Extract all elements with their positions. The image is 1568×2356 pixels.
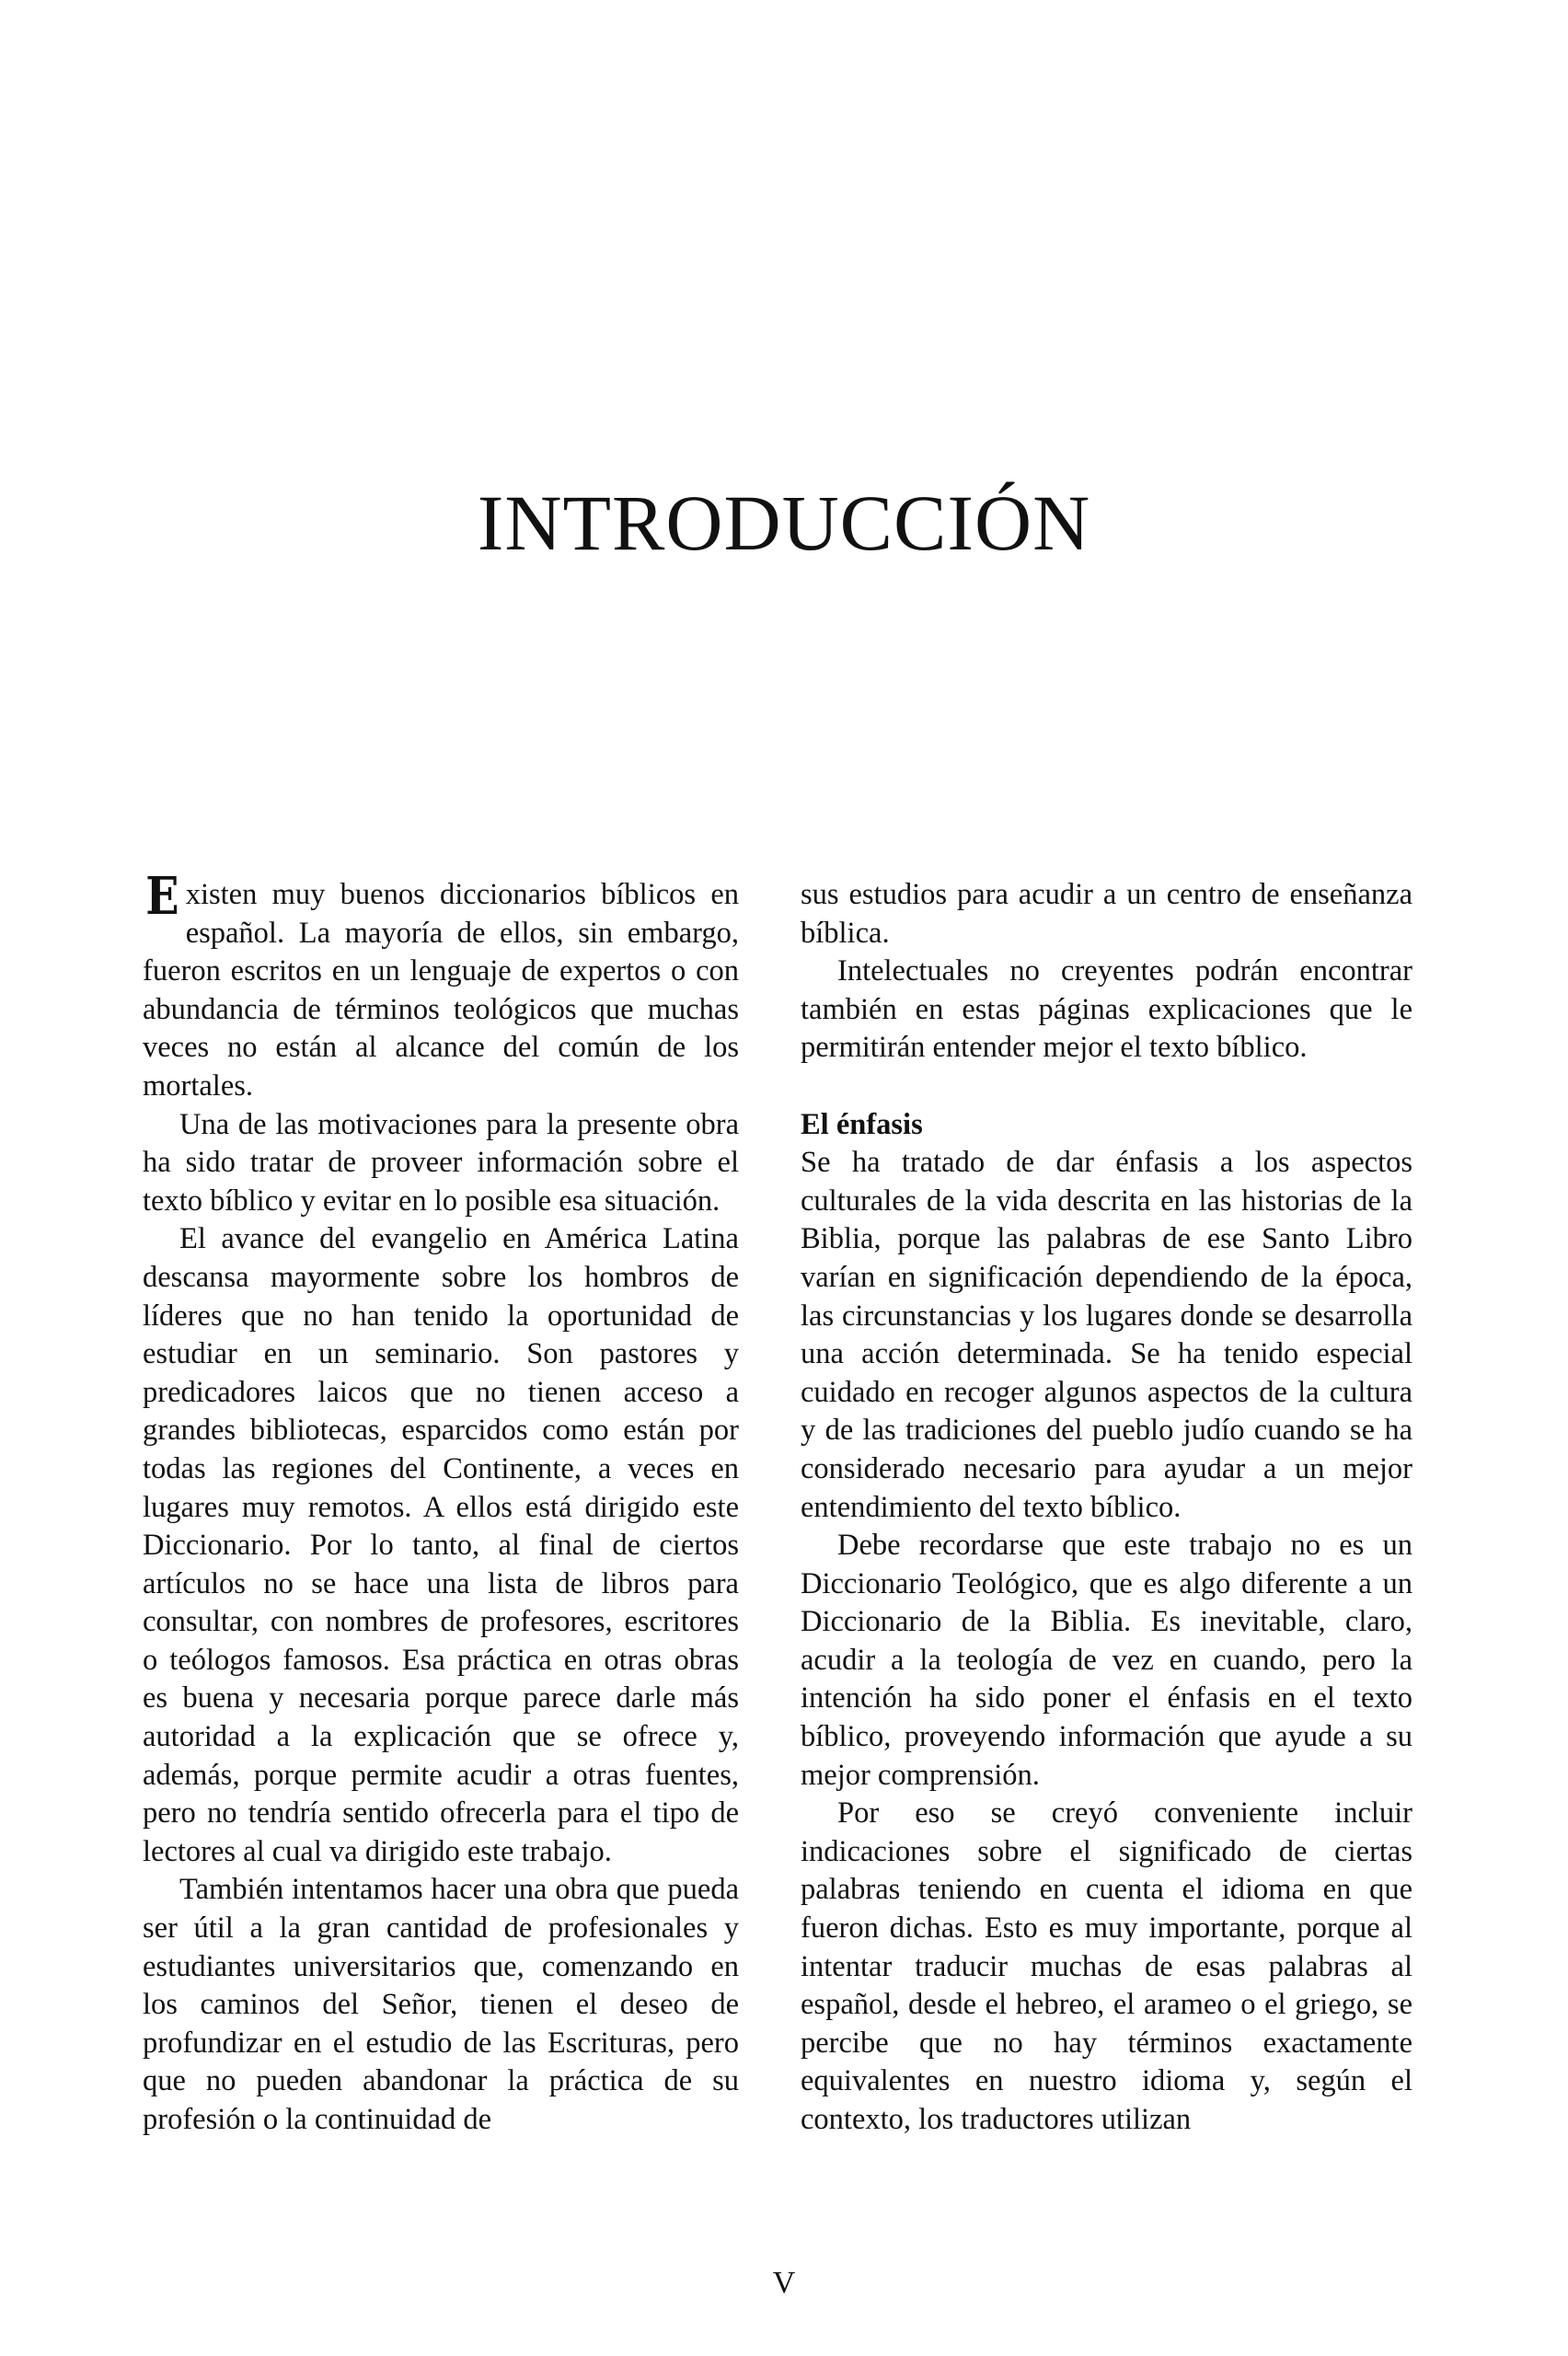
paragraph-1 xyxy=(143,866,739,1106)
paragraph-2: Una de las motivaciones para la presente obra ha sido tratar de proveer información sobre el texto bíblico y evitar en lo posible esa situación. xyxy=(143,1107,739,1218)
paragraph-3: El avance del evangelio en América Latina descansa mayormente sobre los hombros de líderes que no han tenido la oportunidad de estudiar en un seminario. Son pastores y predicadores laicos que no tienen acceso a grandes bibliotecas, esparcidos como están por todas las regiones del Continente, a veces en lugares muy remotos. A ellos está dirigido este Diccionario. Por lo tanto, al final de ciertos artículos no se hace una lista de libros para consultar, con nombres de profesores, escritores o teólogos famosos. Esa práctica en otras obras es buena y necesaria porque parece darle más autoridad a la explicación que se ofrece y, además, porque permite acudir a otras fuentes, pero no tendría sentido ofrecerla para el tipo de lectores al cual va dirigido este trabajo. xyxy=(143,1222,739,1868)
paragraph-1-text: xisten muy buenos diccionarios bíblicos en español. La mayoría de ellos, sin embargo, fueron escritos en un lenguaje de expertos o con abundancia de términos teológicos que muchas veces no están al alcance del común de los mortales. xyxy=(143,878,739,1103)
right-column xyxy=(801,876,1412,2140)
page-number: V xyxy=(772,2266,796,2300)
page-title: INTRODUCCIÓN xyxy=(477,479,1091,567)
paragraph-4: También intentamos hacer una obra que pueda ser útil a la gran cantidad de profesionales y estudiantes universitarios que, comenzando en los caminos del Señor, tienen el deseo de profundizar en el estudio de las Escrituras, pero que no pueden abandonar la práctica de su profesión o la continuidad de xyxy=(143,1873,739,2136)
paragraph-9: Por eso se creyó conveniente incluir indicaciones sobre el significado de ciertas palabras teniendo en cuenta el idioma en que fueron dichas. Esto es muy importante, porque al intentar traducir muchas de esas palabras al español, desde el hebreo, el arameo o el griego, se percibe que no hay términos exactamente equivalentes en nuestro idioma y, según el contexto, los traductores utilizan xyxy=(801,1796,1412,2136)
drop-cap: E xyxy=(145,866,179,927)
section-heading-enfasis: El énfasis xyxy=(801,1107,923,1141)
paragraph-8: Debe recordarse que este trabajo no es un Diccionario Teológico, que es algo diferente a un Diccionario de la Biblia. Es inevitable, claro, acudir a la teología de vez en cuando, pero la intención ha sido poner el énfasis en el texto bíblico, proveyendo información que ayude a su mejor comprensión. xyxy=(801,1529,1412,1792)
paragraph-5: sus estudios para acudir a un centro de enseñanza bíblica. xyxy=(801,878,1412,950)
paragraph-7: Se ha tratado de dar énfasis a los aspectos culturales de la vida descrita en las historias de la Biblia, porque las palabras de ese Santo Libro varían en significación dependiendo de la época, las circunstancias y los lugares donde se desarrolla una acción determinada. Se ha tenido especial cuidado en recoger algunos aspectos de la cultura y de las tradiciones del pueblo judío cuando se ha considerado necesario para ayudar a un mejor entendimiento del texto bíblico. xyxy=(801,1146,1412,1524)
left-column xyxy=(143,866,739,2140)
paragraph-6: Intelectuales no creyentes podrán encontrar también en estas páginas explicaciones que le permitirán entender mejor el texto bíblico. xyxy=(801,954,1412,1065)
